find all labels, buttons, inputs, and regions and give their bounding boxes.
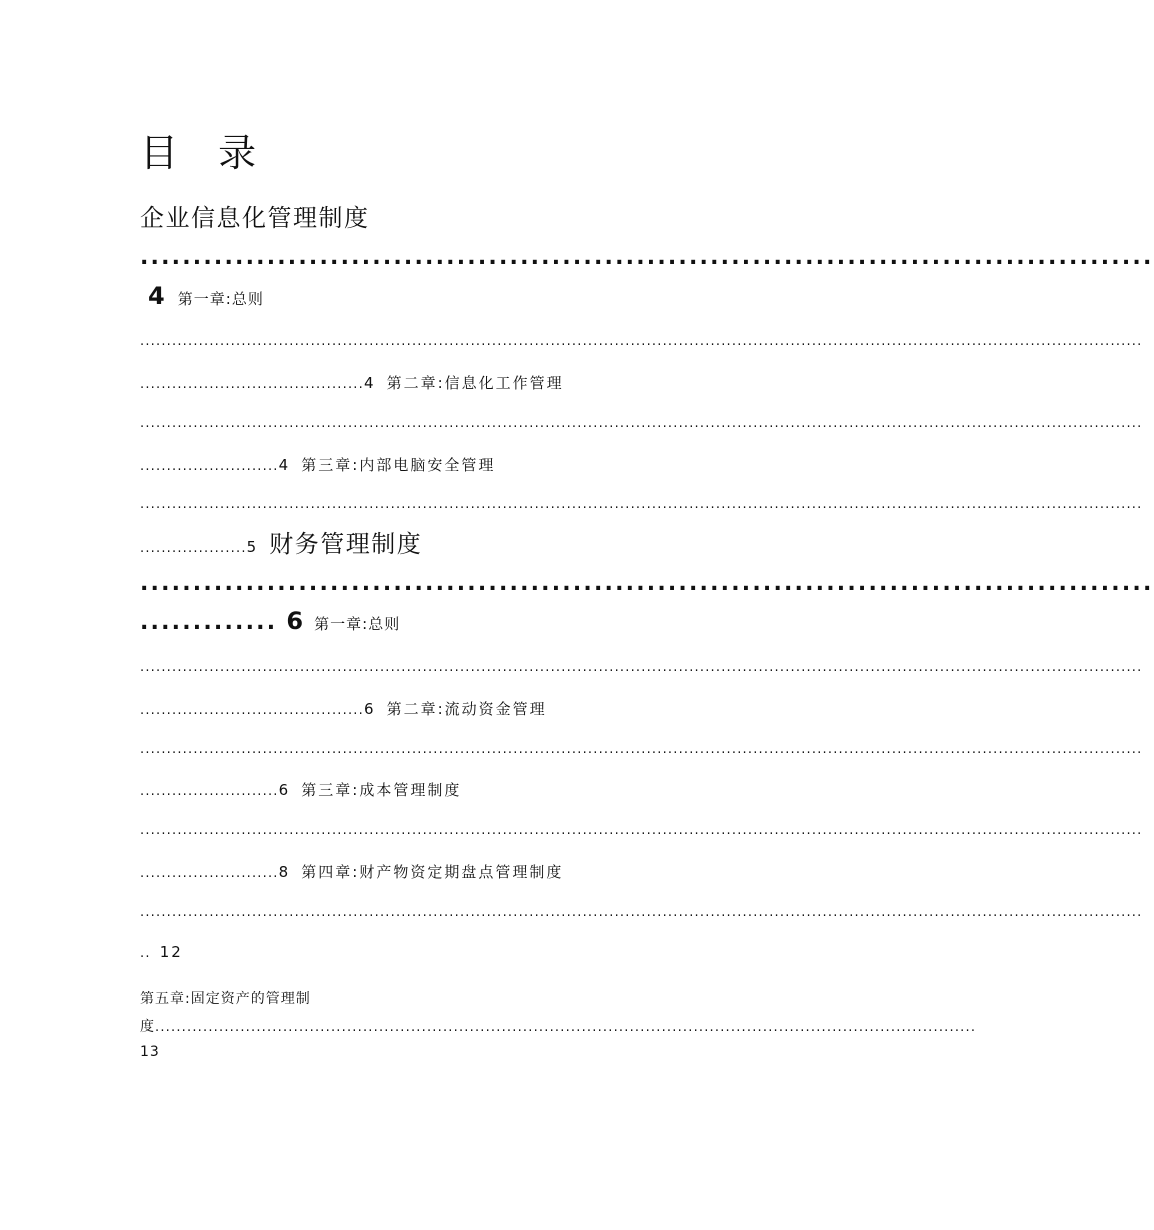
toc-entry (148, 282, 264, 310)
toc-entry (140, 698, 547, 719)
page-number: 6 (278, 781, 291, 799)
page-title: 目 录 (140, 131, 271, 175)
dot-leader: ............................................................................................................................................................................................ (140, 334, 1143, 349)
dot-leader: ................................................................................................ (140, 571, 1154, 596)
toc-entry (140, 524, 422, 559)
toc-entry (140, 861, 563, 882)
dot-leader: ............................................................................................................................................................................................ (140, 742, 1143, 757)
dot-leader: .......................................... (140, 703, 364, 718)
page-number: 5 (246, 538, 259, 556)
toc-entry (140, 607, 400, 635)
dot-leader: ................................................................................................ (140, 245, 1154, 270)
toc-entry (140, 454, 495, 475)
section-title-finance-management: 财务管理制度 (269, 530, 423, 558)
toc-entry (140, 942, 183, 962)
dot-leader: ............. (140, 610, 278, 635)
section-title-info-management: 企业信息化管理制度 (140, 204, 370, 232)
page-number: 8 (278, 863, 291, 881)
dot-leader: .................... (140, 541, 247, 556)
dot-leader: .......................... (140, 784, 279, 799)
dot-leader: ............................................................................................................................................................................................ (140, 497, 1143, 512)
dot-leader: ............................................................................................................................................................................................ (140, 416, 1143, 431)
chapter-title: 第五章:固定资产的管理制 (140, 991, 311, 1007)
chapter-title: 第二章:信息化工作管理 (386, 374, 564, 392)
chapter-title: 第二章:流动资金管理 (386, 700, 547, 718)
toc-entry (140, 1016, 977, 1036)
page-number: 4 (363, 374, 376, 392)
page-number: 6 (286, 607, 304, 635)
page-number: 4 (278, 456, 291, 474)
page-number: 4 (148, 282, 165, 310)
chapter-title: 第一章:总则 (177, 290, 264, 308)
dot-leader: ............................................................................................................................................................................................ (140, 905, 1143, 920)
chapter-title: 第一章:总则 (314, 615, 401, 633)
toc-entry (140, 372, 564, 393)
toc-entry (140, 779, 461, 800)
dot-leader: .......................... (140, 459, 279, 474)
dot-leader: .......................................... (140, 377, 364, 392)
dot-leader: ............................................................................................................................................................................................ (140, 823, 1143, 838)
page-number: 6 (363, 700, 376, 718)
chapter-title: 第三章:成本管理制度 (301, 781, 462, 799)
page-number: 13 (140, 1044, 160, 1060)
dot-leader: ............................................................................................................................................................................................ (140, 660, 1143, 675)
chapter-title: 第四章:财产物资定期盘点管理制度 (301, 863, 564, 881)
chapter-title-continued: 度 (140, 1019, 155, 1035)
dot-leader: .......................... (140, 866, 279, 881)
dot-leader: .......................................................................................................................................................... (155, 1020, 977, 1035)
chapter-title: 第三章:内部电脑安全管理 (301, 456, 496, 474)
page-number: 12 (159, 943, 183, 961)
dot-leader: .. (140, 946, 151, 961)
